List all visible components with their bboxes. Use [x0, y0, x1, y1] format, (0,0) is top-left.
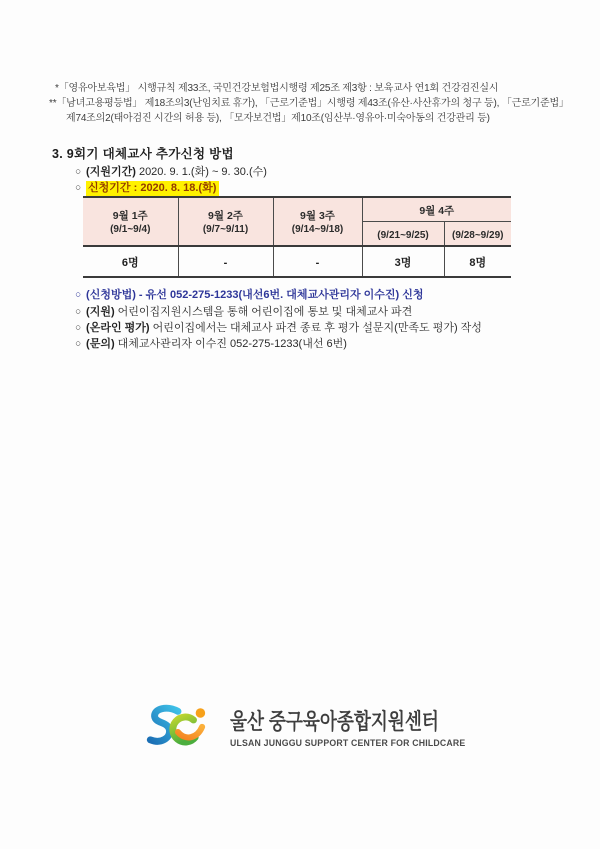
week4-sub2-count: 8명 — [469, 256, 487, 269]
apply-period-text: 2020. 9. 1.(화) ~ 9. 30.(수) — [135, 166, 267, 178]
week1-count: 6명 — [121, 256, 139, 269]
logo-sci-mark-icon — [146, 700, 222, 752]
apply-period-label: (지원기간) — [86, 166, 136, 178]
week1-title: 9월 1주 — [112, 209, 148, 222]
table-header-row — [83, 197, 511, 222]
circle-bullet-icon: ○ — [75, 322, 82, 334]
week4-sub1-count-cell — [362, 246, 444, 277]
week2-count-cell — [178, 246, 273, 277]
circle-bullet-icon: ○ — [75, 289, 82, 301]
bullet-contact — [75, 335, 347, 351]
week3-header-cell — [273, 197, 362, 246]
week4-sub1-count: 3명 — [394, 256, 412, 269]
week2-header-cell — [178, 197, 273, 246]
week2-dates: (9/7~9/11) — [202, 223, 249, 235]
logo-english-name: ULSAN JUNGGU SUPPORT CENTER FOR CHILDCARE — [230, 737, 466, 748]
week3-count-cell — [273, 246, 362, 277]
online-eval-text: 어린이집에서는 대체교사 파견 종료 후 평가 설문지(만족도 평가) 작성 — [149, 322, 482, 334]
circle-bullet-icon: ○ — [75, 182, 82, 194]
request-period-highlight: 신청기간 : 2020. 8. 18.(화) — [86, 181, 219, 196]
week2-title: 9월 2주 — [208, 209, 243, 222]
schedule-table — [83, 196, 511, 278]
bullet-request-method — [75, 286, 424, 302]
week4-sub2-dates-cell — [444, 222, 511, 247]
week2-count: - — [223, 256, 228, 269]
logo-text-block — [230, 705, 491, 748]
footnote-line-2: **「남녀고용평등법」 제18조의3(난임치료 휴가), 「근로기준법」시행령 제43조(유산·사산휴가의 청구 등), 「근로기준법」 — [49, 98, 569, 109]
week1-dates: (9/1~9/4) — [110, 223, 151, 235]
section-heading: 3. 9회기 대체교사 추가신청 방법 — [52, 147, 234, 161]
week1-header-cell — [83, 197, 178, 246]
week1-count-cell — [83, 246, 178, 277]
week4-sub2-dates: (9/28~9/29) — [452, 229, 504, 241]
circle-bullet-icon: ○ — [75, 338, 82, 350]
bullet-apply-period — [75, 163, 267, 179]
table-data-row — [83, 246, 511, 277]
circle-bullet-icon: ○ — [75, 306, 82, 318]
week4-title: 9월 4주 — [419, 204, 455, 217]
footnote-line-1: *「영유아보육법」 시행규칙 제33조, 국민건강보험법시행령 제25조 제3항 : 보육교사 연1회 건강검진실시 — [55, 83, 499, 94]
bullet-support — [75, 303, 412, 319]
bullet-request-period — [75, 179, 219, 195]
request-method-text: (신청방법) - 유선 052-275-1233(내선6번. 대체교사관리자 이수진) 신청 — [86, 289, 424, 301]
org-logo — [146, 700, 491, 752]
week3-count: - — [315, 256, 320, 269]
circle-bullet-icon: ○ — [75, 166, 82, 178]
footnote-line-3: 제74조의2(태아검진 시간의 허용 등), 「모자보건법」제10조(임산부·영유아·미숙아동의 건강관리 등) — [66, 113, 490, 124]
support-label: (지원) — [86, 306, 115, 318]
contact-label: (문의) — [86, 338, 115, 350]
week4-header-cell — [362, 197, 511, 222]
week3-dates: (9/14~9/18) — [291, 223, 344, 235]
week4-sub2-count-cell — [444, 246, 511, 277]
week3-title: 9월 3주 — [300, 209, 335, 222]
support-text: 어린이집지원시스템을 통해 어린이집에 통보 및 대체교사 파견 — [114, 306, 413, 318]
contact-text: 대체교사관리자 이수진 052-275-1233(내선 6번) — [114, 338, 347, 350]
bullet-online-eval — [75, 319, 482, 335]
week4-sub1-dates-cell — [362, 222, 444, 247]
online-eval-label: (온라인 평가) — [86, 322, 150, 334]
week4-sub1-dates: (9/21~9/25) — [377, 229, 429, 241]
logo-korean-name: 울산 중구육아종합지원센터 — [230, 708, 439, 734]
